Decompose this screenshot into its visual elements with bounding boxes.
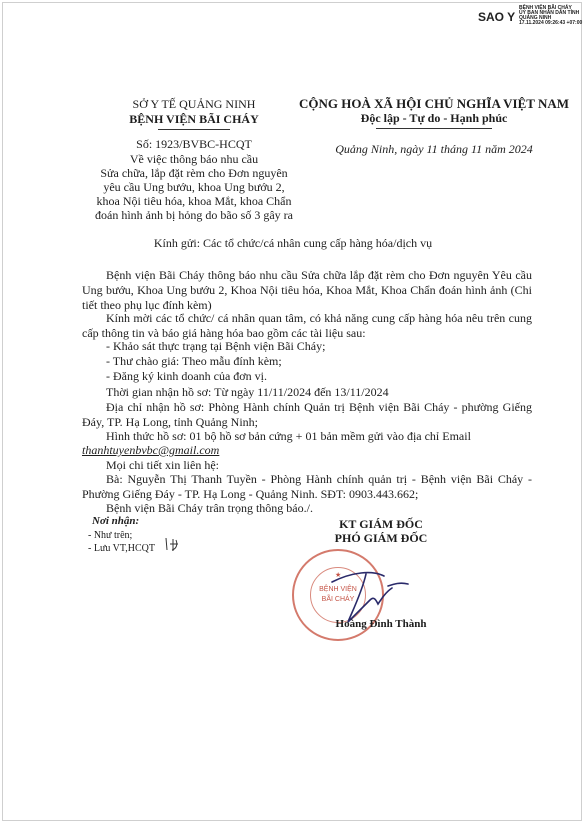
ministry-name: SỞ Y TẾ QUẢNG NINH: [132, 97, 256, 111]
contact-intro: Mọi chi tiết xin liên hệ:: [106, 458, 219, 472]
recipient-line: Kính gửi: Các tổ chức/cá nhân cung cấp hàng hóa/dịch vụ: [153, 236, 433, 250]
requirements-list: [106, 339, 526, 384]
signer-name: Hoàng Đình Thành: [335, 618, 427, 630]
copy-stamp-line: QUẢNG NINH: [519, 15, 552, 21]
copy-stamp-line: ỦY BAN NHÂN DÂN TỈNH: [519, 10, 580, 16]
header-left-rule: [158, 129, 230, 130]
header-right-rule: [376, 128, 492, 129]
recipients-title: Nơi nhận:: [92, 515, 140, 527]
recipients-list: [88, 529, 155, 555]
document-subject: [74, 152, 314, 222]
body-paragraph-1: Bệnh viện Bãi Cháy thông báo nhu cầu Sửa chữa lắp đặt rèm cho Đơn nguyên Yêu cầu Ung bướu, Khoa Ung bướu 2, Khoa Nội tiêu hóa, Khoa Mắt, Khoa Chẩn đoán hình ảnh (Chi tiết theo phụ lục đính kèm): [82, 268, 532, 312]
closing-line: Bệnh viện Bãi Cháy trân trọng thông báo./.: [106, 501, 313, 515]
nation-title: CỘNG HOÀ XÃ HỘI CHỦ NGHĨA VIỆT NAM: [298, 96, 570, 111]
body-paragraph-2: Kính mời các tổ chức/ cá nhân quan tâm, có khả năng cung cấp hàng hóa nêu trên cung cấp thông tin và báo giá hàng hóa bao gồm các tài liệu sau:: [82, 311, 532, 340]
signature-role-2: PHÓ GIÁM ĐỐC: [334, 531, 428, 545]
subject-line: yêu cầu Ung bướu, khoa Ung bướu 2,: [103, 180, 285, 194]
nation-motto: Độc lập - Tự do - Hạnh phúc: [360, 111, 508, 125]
copy-stamp-line: BỆNH VIỆN BÃI CHÁY: [519, 5, 572, 11]
copy-stamp-details: [519, 5, 583, 26]
signature-role-1: KT GIÁM ĐỐC: [339, 517, 423, 531]
seal-star-icon: ★: [335, 571, 342, 579]
subject-line: khoa Nội tiêu hóa, khoa Mắt, khoa Chẩn: [96, 194, 292, 208]
receiving-time: Thời gian nhận hồ sơ: Từ ngày 11/11/2024 đến 13/11/2024: [106, 385, 389, 399]
contact-details: Bà: Nguyễn Thị Thanh Tuyền - Phòng Hành chính quản trị - Bệnh viện Bãi Cháy - Phường Giếng Đáy - TP. Hạ Long - Quảng Ninh. SĐT: 0903.443.662;: [82, 472, 532, 501]
seal-text: BỆNH VIỆN: [319, 586, 357, 593]
recipients-item: - Như trên;: [88, 530, 133, 541]
initials-mark-icon: [164, 536, 180, 552]
copy-stamp-label: SAO Y: [478, 10, 516, 24]
subject-line: Sửa chữa, lắp đặt rèm cho Đơn nguyên: [100, 166, 288, 180]
list-item: - Đăng ký kinh doanh của đơn vị.: [106, 369, 267, 383]
recipients-item: - Lưu VT,HCQT: [88, 543, 155, 554]
seal-text: BÃI CHÁY: [321, 596, 355, 603]
contact-email[interactable]: [82, 443, 532, 458]
copy-stamp-line: 17.11.2024 09:26:43 +07:00: [519, 20, 583, 26]
submission-format: Hình thức hồ sơ: 01 bộ hồ sơ bản cứng + 01 bản mềm gửi vào địa chỉ Email: [106, 429, 471, 443]
hospital-name: BỆNH VIỆN BÃI CHÁY: [129, 112, 259, 126]
subject-line: Về việc thông báo nhu cầu: [129, 152, 259, 166]
email-link[interactable]: thanhtuyenbvbc@gmail.com: [82, 443, 220, 457]
place-date: Quảng Ninh, ngày 11 tháng 11 năm 2024: [335, 142, 533, 156]
list-item: - Khảo sát thực trạng tại Bệnh viện Bãi Cháy;: [106, 339, 326, 353]
receiving-address: Địa chỉ nhận hồ sơ: Phòng Hành chính Quản trị Bệnh viện Bãi Cháy - phường Giếng Đáy, TP. Hạ Long, tỉnh Quảng Ninh;: [82, 400, 532, 429]
document-number: Số: 1923/BVBC-HCQT: [136, 137, 252, 151]
list-item: - Thư chào giá: Theo mẫu đính kèm;: [106, 354, 282, 368]
subject-line: đoán hình ảnh bị hỏng do bão số 3 gây ra: [95, 208, 293, 222]
